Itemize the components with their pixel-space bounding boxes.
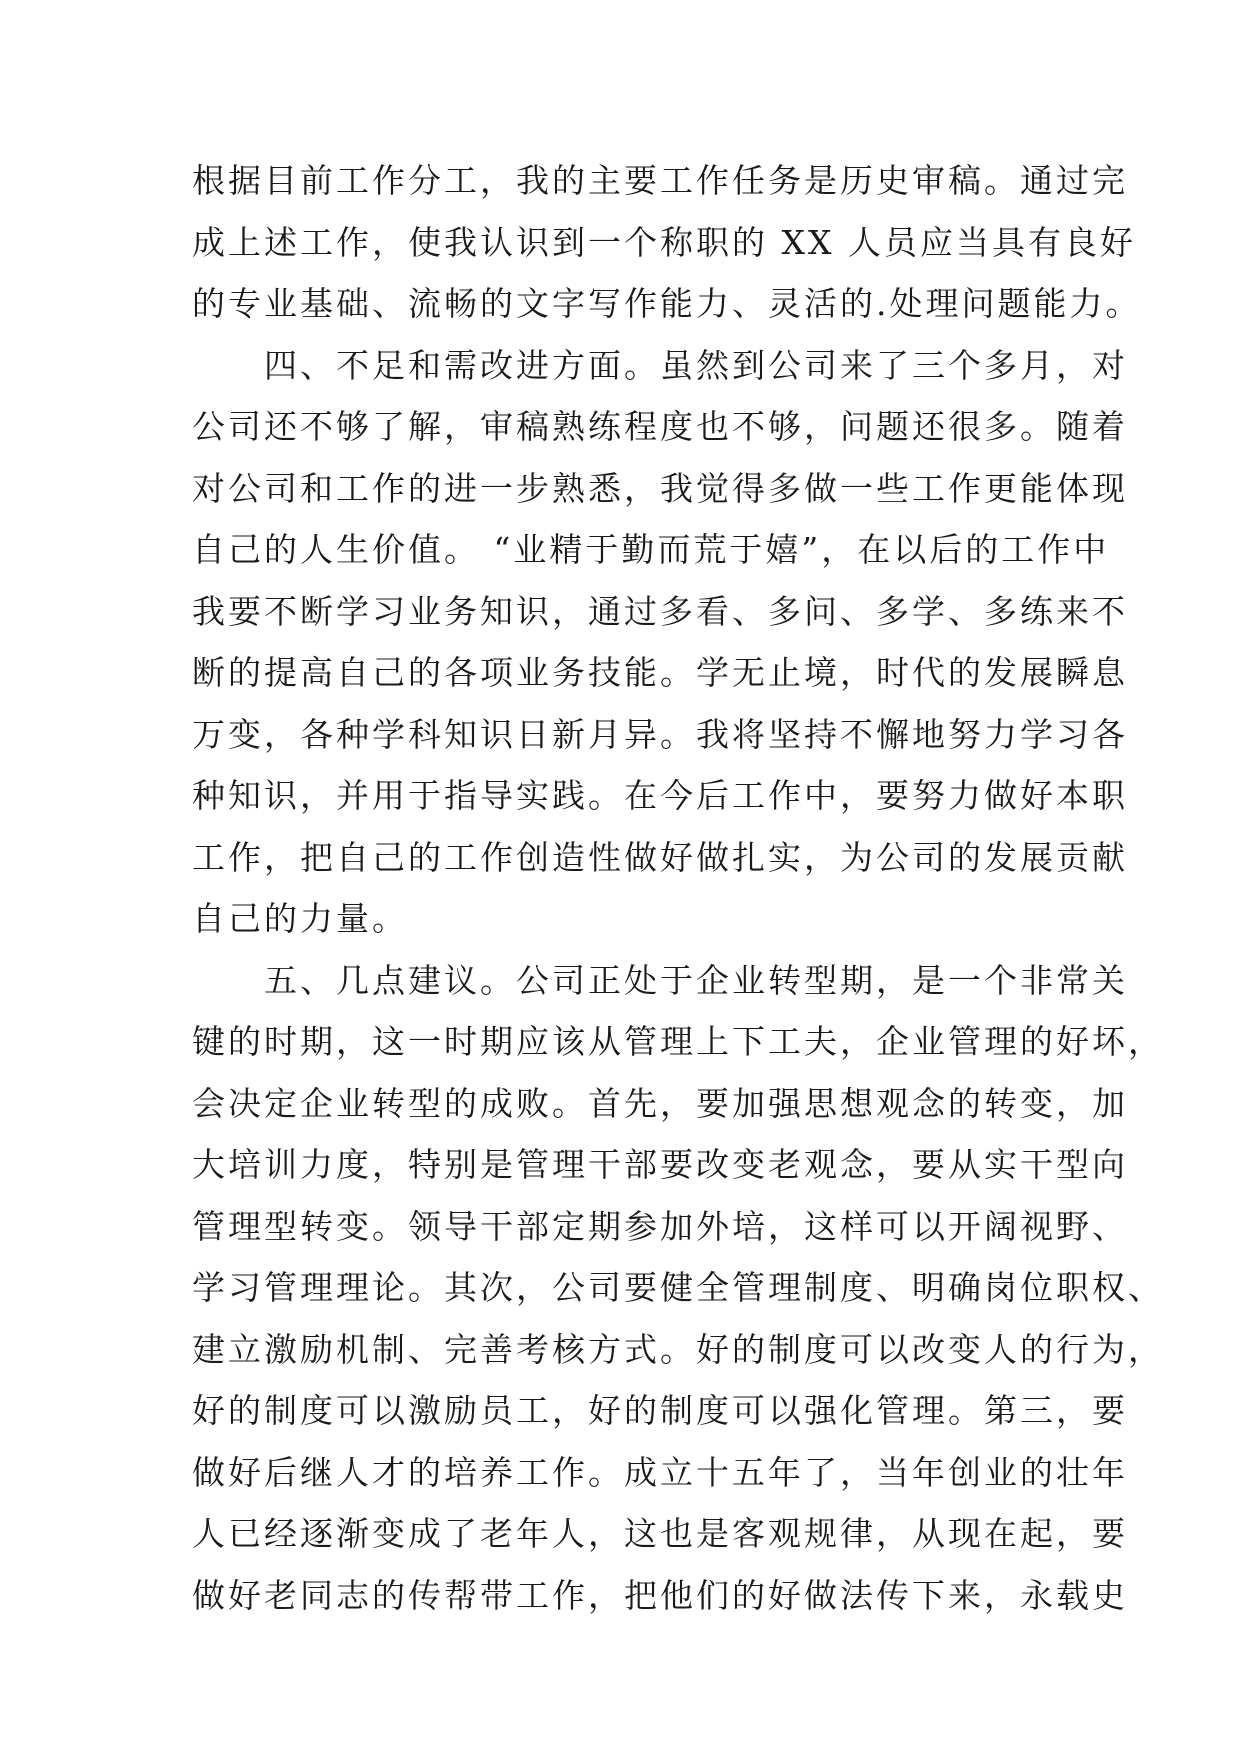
- text-line: 四、不足和需改进方面。虽然到公司来了三个多月，对: [192, 345, 1128, 385]
- text-line: 工作，把自己的工作创造性做好做扎实，为公司的发展贡献: [192, 837, 1128, 877]
- text-line: 做好老同志的传帮带工作，把他们的好做法传下来，永载史: [192, 1575, 1128, 1615]
- text-line: 我要不断学习业务知识，通过多看、多问、多学、多练来不: [192, 591, 1128, 631]
- text-line: 种知识，并用于指导实践。在今后工作中，要努力做好本职: [192, 776, 1128, 815]
- text-line: 管理型转变。领导干部定期参加外培，这样可以开阔视野、: [192, 1206, 1128, 1246]
- text-line: 断的提高自己的各项业务技能。学无止境，时代的发展瞬息: [192, 653, 1128, 692]
- text-line: 会决定企业转型的成败。首先，要加强思想观念的转变，加: [192, 1083, 1128, 1123]
- text-line: 人已经逐渐变成了老年人，这也是客观规律，从现在起，要: [192, 1514, 1128, 1553]
- text-line: 成上述工作，使我认识到一个称职的 XX 人员应当具有良好: [192, 222, 1136, 262]
- text-line: 好的制度可以激励员工，好的制度可以强化管理。第三，要: [192, 1391, 1128, 1430]
- text-line: 大培训力度，特别是管理干部要改变老观念，要从实干型向: [192, 1145, 1128, 1184]
- text-line: 做好后继人才的培养工作。成立十五年了，当年创业的壮年: [192, 1452, 1128, 1492]
- text-line: 对公司和工作的进一步熟悉，我觉得多做一些工作更能体现: [192, 468, 1128, 508]
- text-line: 键的时期，这一时期应该从管理上下工夫，企业管理的好坏，: [192, 1022, 1164, 1061]
- text-line: 建立激励机制、完善考核方式。好的制度可以改变人的行为，: [192, 1329, 1164, 1369]
- text-line: 根据目前工作分工，我的主要工作任务是历史审稿。通过完: [192, 161, 1128, 200]
- text-line: 公司还不够了解，审稿熟练程度也不够，问题还很多。随着: [192, 407, 1128, 446]
- text-line: 的专业基础、流畅的文字写作能力、灵活的.处理问题能力。: [192, 284, 1142, 323]
- body-text: [192, 150, 1164, 1626]
- text-line: 自己的力量。: [192, 899, 408, 938]
- text-line: 学习管理理论。其次，公司要健全管理制度、明确岗位职权、: [192, 1268, 1164, 1307]
- text-line: 五、几点建议。公司正处于企业转型期，是一个非常关: [192, 960, 1128, 1000]
- text-line: 万变，各种学科知识日新月异。我将坚持不懈地努力学习各: [192, 714, 1128, 754]
- text-line: 自己的人生价值。 “业精于勤而荒于嬉”，在以后的工作中: [192, 530, 1110, 569]
